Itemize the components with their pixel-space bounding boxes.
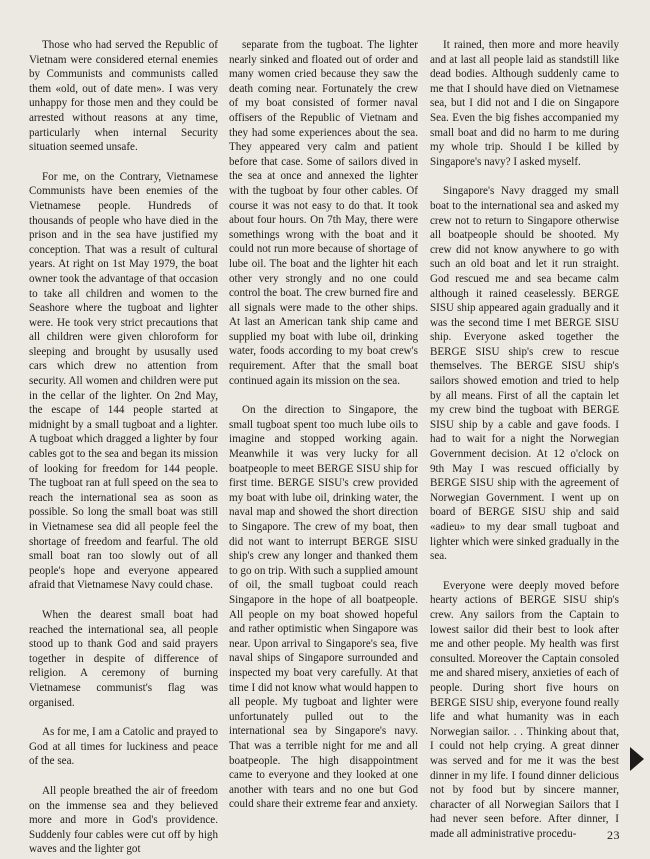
text-column-1 [29, 38, 218, 857]
text-column-2 [229, 38, 418, 812]
text-column-3 [430, 38, 619, 841]
paragraph: separate from the tugboat. The lighter nearly sinked and floated out of order and many women cried because they saw the death coming near. Fortunately the crew of my boat consisted of former naval offisers of the Republic of Vietnam and they had some experiences about the sea. They appeared very calm and patient before that case. Some of sailors dived in the sea at once and annexed the lighter with the tugboat by four other cables. Of course it was not easy to do that. It took about four hours. On 7th May, there were somethings wrong with the boat and it could not run more because of shortage of lube oil. The boat and the lighter hit each other very strongly and no one could control the boat. The crew burned fire and all signals were made to the other ships. At last an American tank ship came and supplied my boat with lube oil, drinking water, foods according to my boat crew's requirement. After that the small boat continued again its mission on the sea. [229, 39, 418, 387]
paragraph: As for me, I am a Catolic and prayed to God at all times for luckiness and peace of the sea. [29, 726, 218, 768]
paragraph: Everyone were deeply moved before hearty actions of BERGE SISU ship's crew. Any sailors from the Captain to lowest sailor did their best to look after me and other people. My health was first consulted. Moreover the Captain consoled me and shared misery, anxieties of each of people. During short five hours on BERGE SISU ship, everyone found really life and what humanity was in each Norwegian sailor. . . Thinking about that, I could not help crying. A great dinner was served and for me it was the best dinner in my life. I found dinner delicious not by food but by sincere manner, character of all Norwegian Sailors that I had never seen before. After dinner, I made all administrative procedu- [430, 579, 619, 840]
page-number: 23 [607, 828, 620, 842]
paragraph: When the dearest small boat had reached the international sea, all people stood up to thank God and said prayers together in despite of difference of religion. A ceremony of burning Vietnamese communist's flag was organised. [29, 608, 218, 709]
paragraph: It rained, then more and more heavily and at last all people laid as standstill like dead bodies. Although suddenly came to me that I should have died on Vietnamese sea, but I did not and I die on Singapore Sea. Even the big fishes accompanied my small boat and did no harm to me during my whole trip. Should I be killed by Singapore's navy? I asked myself. [430, 39, 619, 168]
continue-arrow-icon [630, 747, 644, 771]
paragraph: For me, on the Contrary, Vietnamese Communists have been enemies of the Vietnamese people. Hundreds of thousands of people who have died in the prison and in the sea have justified my conception. That was a result of cultural years. At right on 1st May 1979, the boat owner took the advantage of that occasion to take all children and women to the Seashore where the tugboat and lighter were. He took very strict precautions that all children were given chloroform for sleeping and brought by ususally used cars which drew no attention from security. All women and children were put in the cellar of the lighter. On 2nd May, the escape of 144 people started at midnight by a small tugboat and a lighter. A tugboat which dragged a lighter by four cables got to the sea and began its mission of looking for freedom for 144 people. The tugboat ran at full speed on the sea to reach the international sea as soon as possible. So long the small boat was still in Vietnamese sea did all people feel the shortage of freedom and fearful. The old small boat ran too slowly out of all people's hope and everyone appeared afraid that Vietnamese Navy could chase. [29, 170, 218, 592]
paragraph: On the direction to Singapore, the small tugboat spent too much lube oils to imagine and stopped working again. Meanwhile it was very lucky for all boatpeople to meet BERGE SISU ship for first time. BERGE SISU's crew provided my boat with lube oil, drinking water, the naval map and showed the short direction to Singapore. The crew of my boat, then did not want to interrupt BERGE SISU ship's crew any longer and thanked them to go on trip. With such a supplied amount of oil, the small tugboat could reach Singapore in the hope of all boatpeople. All people on my boat showed hopeful and rather optimistic when Singapore was near. Upon arrival to Singapore's sea, five naval ships of Singapore surrounded and inspected my boat very carefully. At that time I did not know what would happen to all people. My tugboat and lighter were unfortunately pulled out to the international sea by Singapore's navy. That was a terrible night for me and all boatpeople. The high disappointment came to everyone and they looked at one another with tears and no one but God could share their extreme fear and anxiety. [229, 404, 418, 811]
paragraph: All people breathed the air of freedom on the immense sea and they believed more and more in God's providence. Suddenly four cables were cut off by high waves and the lighter got [29, 784, 218, 856]
paragraph: Singapore's Navy dragged my small boat to the international sea and asked my crew not to return to Singapore otherwise all boatpeople should be shooted. My crew did not know anywhere to go with such an old boat and let it run straight. God rescued me and sea became calm although it rained ceaselessly. BERGE SISU ship appeared again gradually and it was the second time I met BERGE SISU ship. Everyone asked together the BERGE SISU ship's crew to rescue themselves. The BERGE SISU ship's sailors showed emotion and tried to help by all means. First of all the captain let my crew bind the tugboat with BERGE SISU ship by a cable and gave foods. I had to wait for a night the Norwegian Government decision. At 12 o'clock on 9th May I was rescued officially by BERGE SISU ship with the agreement of Norwegian Government. I went up on board of BERGE SISU ship and said «adieu» to my dear small tugboat and lighter which were sinked gradually in the sea. [430, 185, 619, 563]
paragraph: Those who had served the Republic of Vietnam were considered eternal enemies by Communists and communists called them «old, out of date men». I was very unhappy for those men and they could be arrested without reasons at any time, particularly when internal Security situation seemed unsafe. [29, 39, 218, 154]
